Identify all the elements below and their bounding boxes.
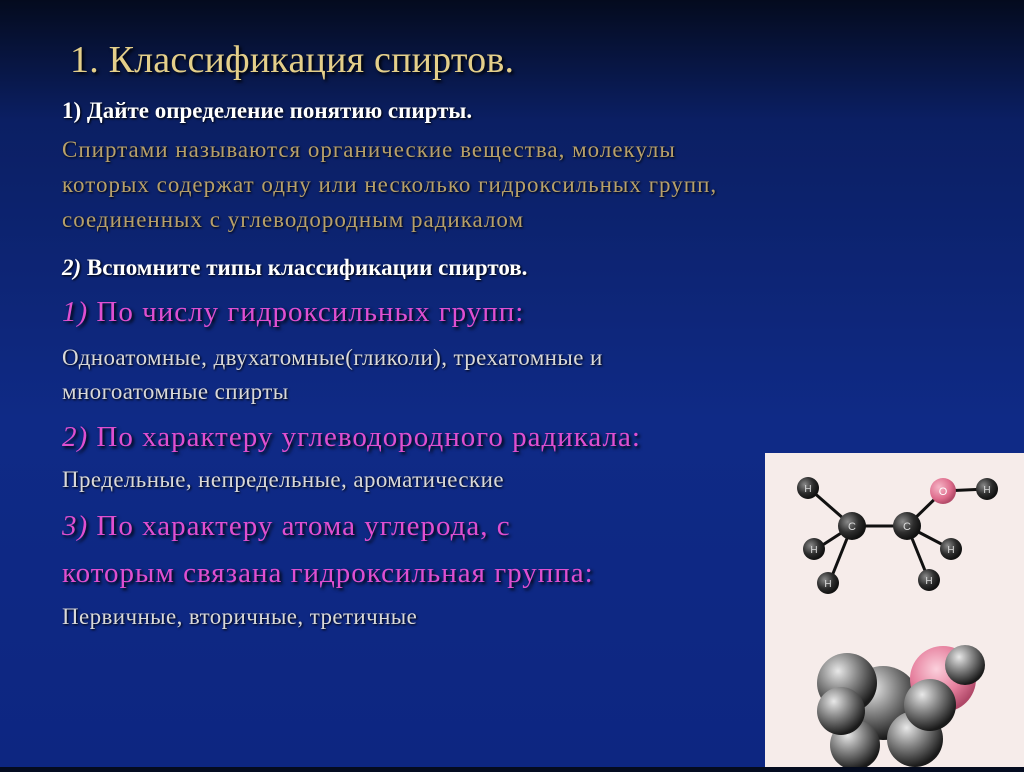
molecule-illustration (765, 453, 1024, 767)
atom-hydrogen-2 (803, 538, 825, 560)
atom-oxygen (930, 478, 956, 504)
definition-line-3: соединенных с углеводородным радикалом (62, 207, 525, 232)
heading-text: По характеру атома углерода, с (88, 510, 511, 542)
atom-hydrogen-3 (817, 572, 839, 594)
svg-text:C: C (903, 521, 911, 533)
question-number: 2) (62, 255, 82, 280)
svg-text:H: H (824, 579, 832, 590)
heading-text: По числу гидроксильных групп: (88, 296, 525, 328)
question-definition: 1) Дайте определение понятию спирты. (62, 98, 473, 123)
atom-carbon-2 (893, 512, 921, 540)
classification-heading-1 (62, 296, 524, 329)
question-classification (62, 255, 527, 281)
svg-text:C: C (848, 521, 856, 533)
svg-text:H: H (804, 484, 812, 495)
svg-text:H: H (925, 576, 933, 587)
classification-items-1-line-2: многоатомные спирты (62, 379, 289, 404)
definition-line-1: Спиртами называются органические вещества, молекулы (62, 137, 676, 162)
classification-heading-2 (62, 421, 641, 454)
definition-line-2: которых содержат одну или несколько гидроксильных групп, (62, 172, 718, 197)
atom-hydrogen-4 (976, 478, 998, 500)
heading-number: 2) (62, 421, 89, 453)
svg-text:H: H (947, 545, 955, 556)
atom-hydrogen-6 (918, 569, 940, 591)
slide-title: 1. Классификация спиртов. (70, 39, 515, 81)
classification-items-2: Предельные, непредельные, ароматические (62, 467, 504, 492)
classification-items-3: Первичные, вторичные, третичные (62, 604, 418, 629)
classification-items-1-line-1: Одноатомные, двухатомные(гликоли), трехатомные и (62, 345, 603, 370)
svg-text:H: H (983, 485, 991, 496)
classification-heading-3-line-2: которым связана гидроксильная группа: (62, 557, 594, 589)
classification-heading-3 (62, 510, 511, 543)
atom-carbon-1 (838, 512, 866, 540)
heading-number: 1) (62, 296, 89, 328)
space-filling-model (817, 645, 985, 767)
svg-text:H: H (810, 545, 818, 556)
atom-hydrogen-1 (797, 477, 819, 499)
atom-hydrogen-5 (940, 538, 962, 560)
heading-text: По характеру углеводородного радикала: (88, 421, 641, 453)
heading-number: 3) (62, 510, 89, 542)
ethanol-molecule-image (765, 453, 1024, 767)
svg-text:O: O (938, 486, 948, 498)
question-text: Вспомните типы классификации спиртов. (81, 255, 528, 280)
